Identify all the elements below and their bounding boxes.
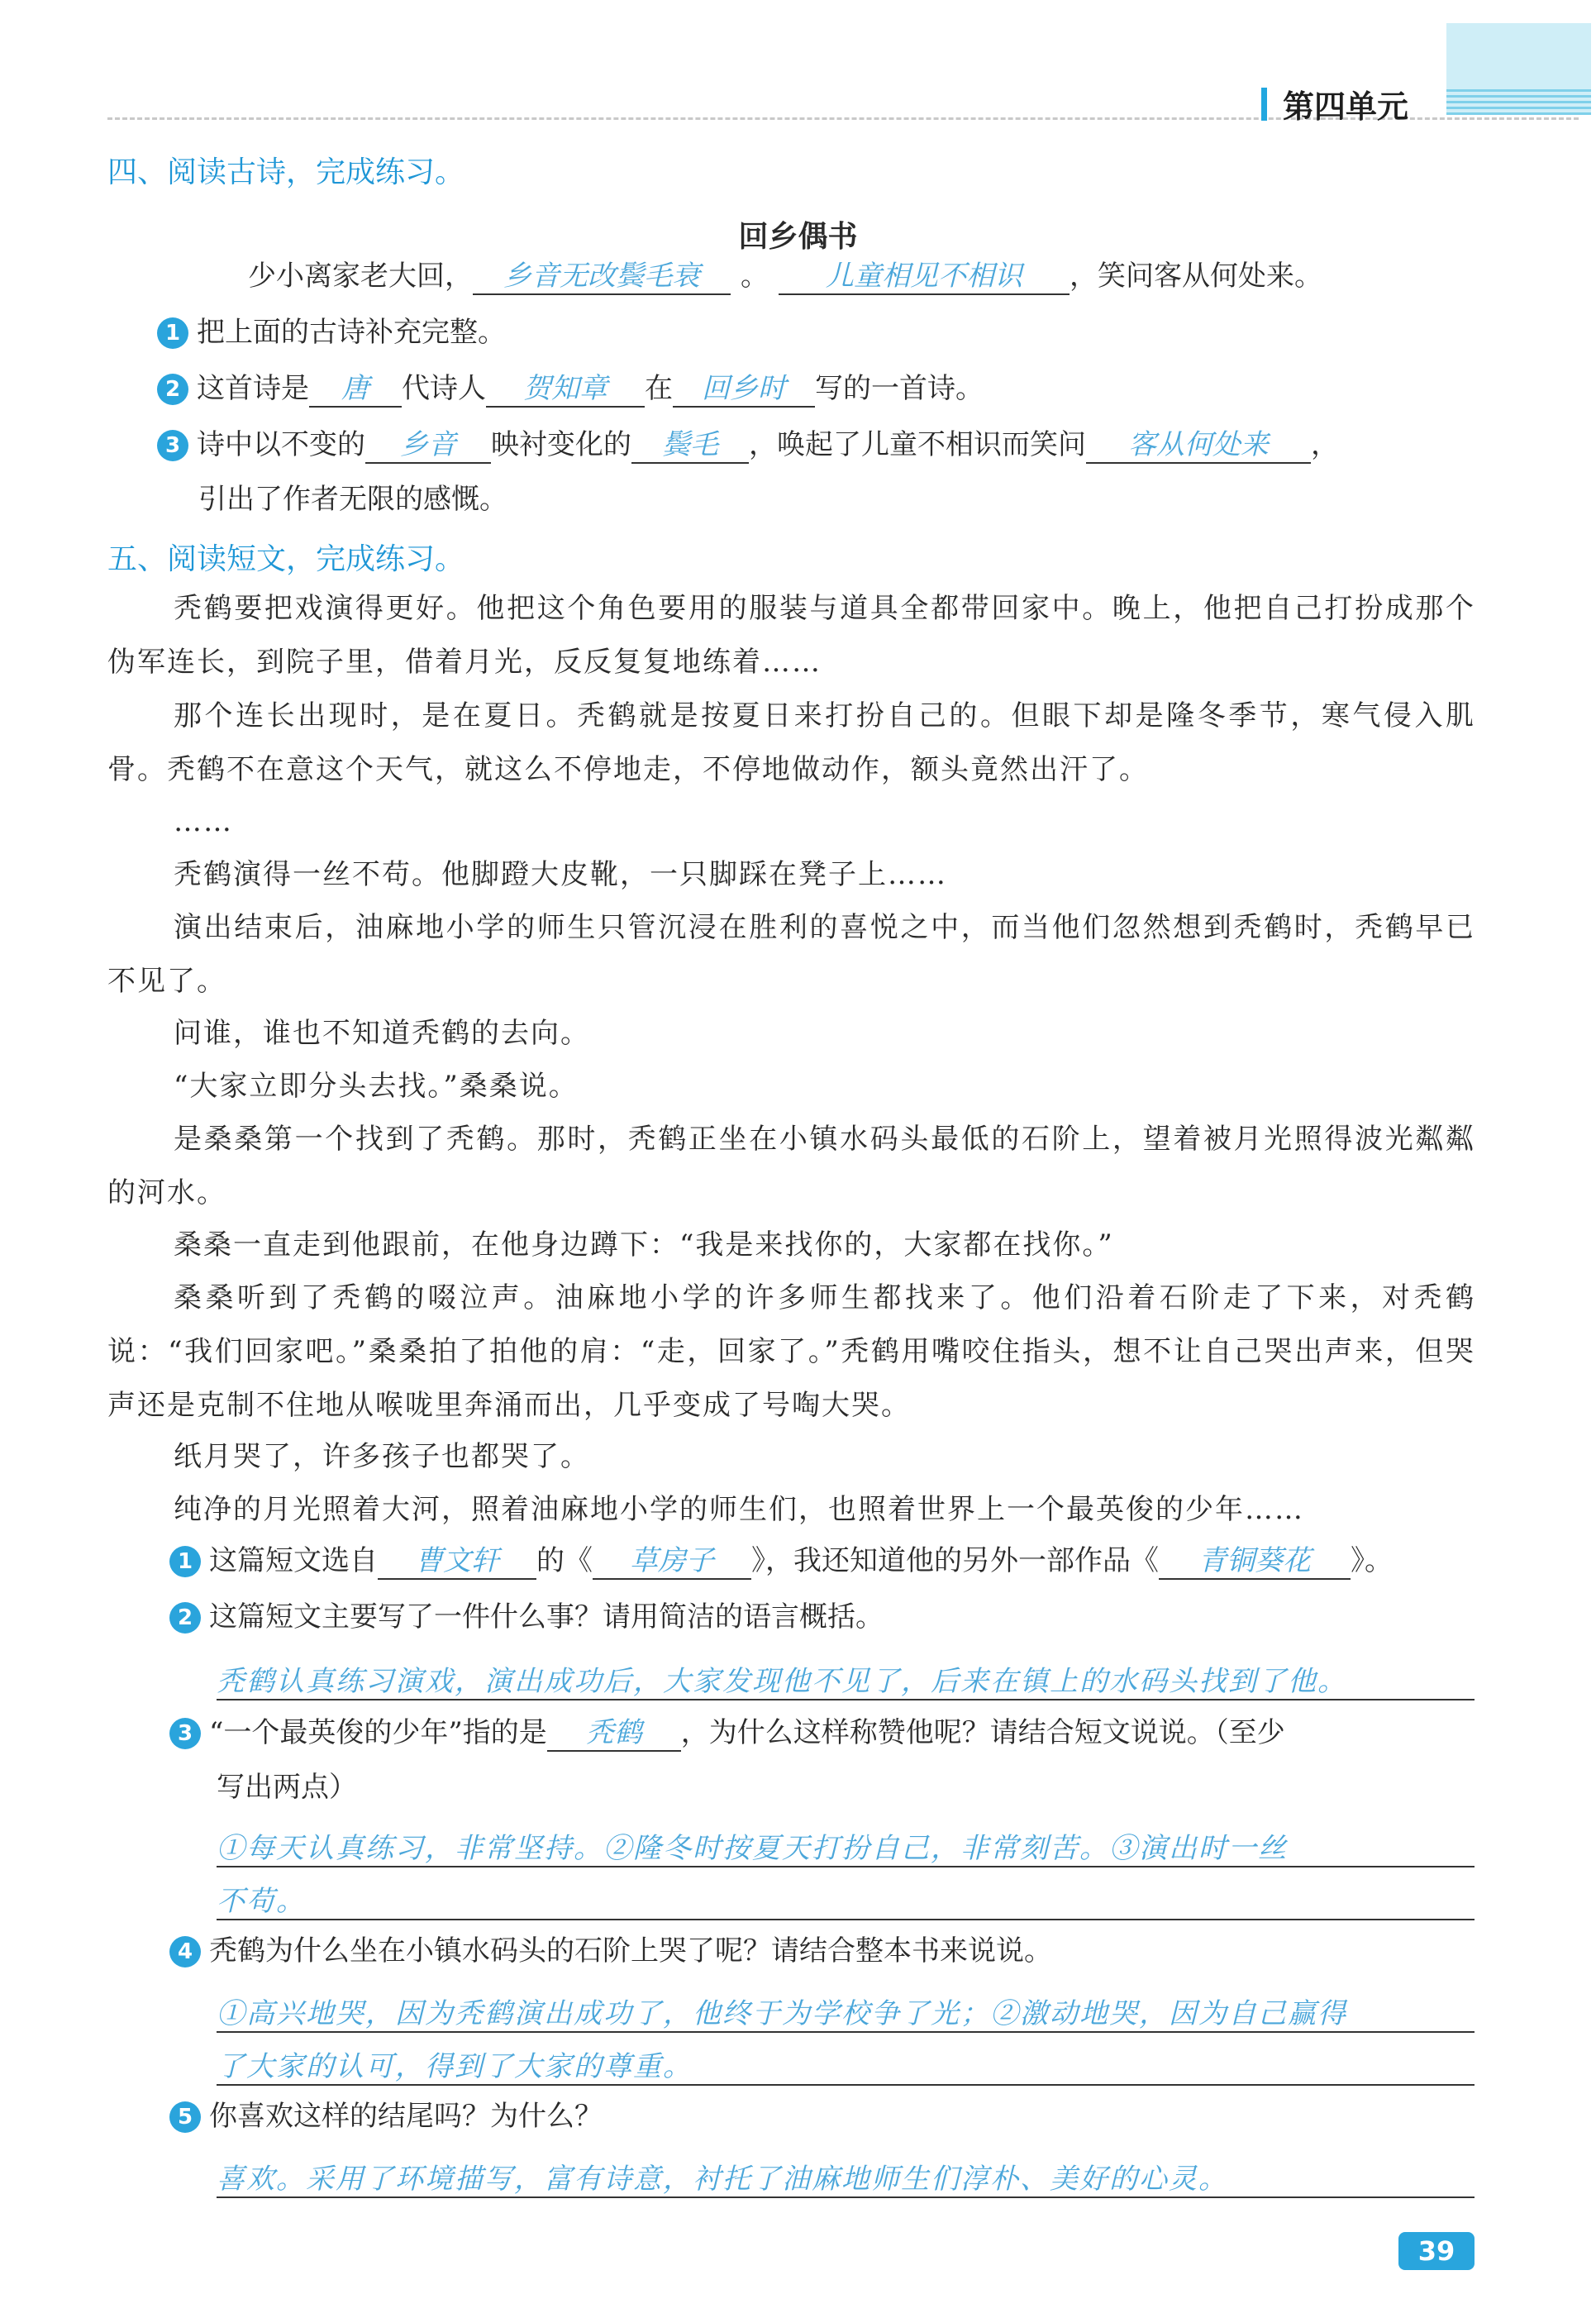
s5-question-2 bbox=[169, 1600, 884, 1634]
passage-paragraph: 桑桑一直走到他跟前，在他身边蹲下：“我是来找你的，大家都在找你。” bbox=[174, 1228, 1114, 1262]
passage-paragraph: 演出结束后，油麻地小学的师生只管沉浸在胜利的喜悦之中，而当他们忽然想到秃鹤时，秃鹤早已不见了。 bbox=[107, 911, 1475, 998]
question-number: 2 bbox=[169, 1602, 201, 1634]
poem-blank-2: 儿童相见不相识 bbox=[779, 260, 1070, 295]
answer-line: 喜欢。采用了环境描写，富有诗意，衬托了油麻地师生们淳朴、美好的心灵。 bbox=[217, 2156, 1475, 2198]
question-number: 2 bbox=[157, 374, 188, 405]
s5-question-4 bbox=[169, 1934, 1052, 1968]
question-number: 4 bbox=[169, 1936, 201, 1968]
question-text: 这首诗是 bbox=[197, 372, 309, 405]
question-text: 的《 bbox=[536, 1544, 593, 1577]
question-text: 代诗人 bbox=[402, 372, 486, 405]
question-number: 5 bbox=[169, 2101, 201, 2133]
question-text: 在 bbox=[645, 372, 673, 405]
answer-line: 秃鹤认真练习演戏，演出成功后，大家发现他不见了，后来在镇上的水码头找到了他。 bbox=[217, 1658, 1475, 1700]
question-text: 》。 bbox=[1351, 1544, 1393, 1577]
poem-blank-1: 乡音无改鬓毛衰 bbox=[473, 260, 731, 295]
question-text: 这篇短文主要写了一件什么事？请用简洁的语言概括。 bbox=[209, 1600, 884, 1634]
answer-blank: 乡音 bbox=[365, 428, 491, 464]
passage-paragraph: “大家立即分头去找。”桑桑说。 bbox=[174, 1070, 579, 1103]
header-accent-bar bbox=[1261, 88, 1267, 121]
passage-paragraph: 秃鹤演得一丝不苟。他脚蹬大皮靴，一只脚踩在凳子上…… bbox=[174, 858, 947, 891]
passage-paragraph: 问谁，谁也不知道秃鹤的去向。 bbox=[174, 1017, 590, 1050]
question-text: 》，我还知道他的另外一部作品《 bbox=[751, 1544, 1159, 1577]
passage-paragraph: 秃鹤要把戏演得更好。他把这个角色要用的服装与道具全都带回家中。晚上，他把自己打扮成那个伪军连长，到院子里，借着月光，反反复复地练着…… bbox=[107, 592, 1475, 679]
poem-text: 少小离家老大回， bbox=[248, 260, 473, 293]
poem-line bbox=[248, 260, 1322, 295]
s5-question-1 bbox=[169, 1544, 1393, 1580]
question-text: 诗中以不变的 bbox=[197, 428, 365, 461]
question-text: “一个最英俊的少年”指的是 bbox=[209, 1716, 547, 1749]
question-number: 1 bbox=[157, 317, 188, 349]
section-4-heading: 四、阅读古诗，完成练习。 bbox=[107, 155, 465, 189]
question-text: ，唤起了儿童不相识而笑问 bbox=[749, 428, 1086, 461]
question-text: 你喜欢这样的结尾吗？为什么？ bbox=[209, 2100, 603, 2133]
poem-title: 回乡偶书 bbox=[738, 220, 858, 254]
s5-question-3-cont: 写出两点） bbox=[217, 1771, 357, 1804]
passage-paragraph: 那个连长出现时，是在夏日。秃鹤就是按夏日来打扮自己的。但眼下却是隆冬季节，寒气侵入肌骨。秃鹤不在意这个天气，就这么不停地走，不停地做动作，额头竟然出汗了。 bbox=[107, 699, 1475, 786]
answer-blank: 草房子 bbox=[593, 1544, 751, 1580]
answer-blank: 秃鹤 bbox=[547, 1716, 681, 1752]
s4-question-1 bbox=[157, 316, 506, 350]
answer-line: ①每天认真练习，非常坚持。②隆冬时按夏天打扮自己，非常刻苦。③演出时一丝 bbox=[217, 1825, 1475, 1867]
question-text: 写的一首诗。 bbox=[815, 372, 984, 405]
question-text: 这篇短文选自 bbox=[209, 1544, 378, 1577]
s4-question-3-cont: 引出了作者无限的感慨。 bbox=[198, 483, 507, 516]
question-number: 1 bbox=[169, 1546, 201, 1577]
s4-question-3 bbox=[157, 428, 1339, 464]
question-number: 3 bbox=[169, 1718, 201, 1749]
poem-text: 。 bbox=[741, 260, 769, 293]
answer-blank: 客从何处来 bbox=[1086, 428, 1311, 464]
passage-paragraph: 纯净的月光照着大河，照着油麻地小学的师生们，也照着世界上一个最英俊的少年…… bbox=[174, 1493, 1304, 1526]
question-text: ，为什么这样称赞他呢？请结合短文说说。（至少 bbox=[680, 1716, 1285, 1749]
s5-question-3 bbox=[169, 1716, 1285, 1752]
section-5-heading: 五、阅读短文，完成练习。 bbox=[107, 542, 465, 576]
passage-paragraph: 是桑桑第一个找到了秃鹤。那时，秃鹤正坐在小镇水码头最低的石阶上，望着被月光照得波光粼粼的河水。 bbox=[107, 1123, 1475, 1209]
question-number: 3 bbox=[157, 430, 188, 461]
answer-blank: 回乡时 bbox=[673, 372, 815, 408]
unit-title: 第四单元 bbox=[1283, 88, 1409, 125]
question-text: 秃鹤为什么坐在小镇水码头的石阶上哭了呢？请结合整本书来说说。 bbox=[209, 1934, 1052, 1968]
question-text: ， bbox=[1311, 428, 1339, 461]
answer-line: 了大家的认可，得到了大家的尊重。 bbox=[217, 2044, 1475, 2086]
answer-blank: 贺知章 bbox=[486, 372, 645, 408]
answer-line: ①高兴地哭，因为秃鹤演出成功了，他终于为学校争了光；②激动地哭，因为自己赢得 bbox=[217, 1991, 1475, 2033]
s5-question-5 bbox=[169, 2100, 603, 2134]
answer-blank: 曹文轩 bbox=[378, 1544, 536, 1580]
header-stripes bbox=[1446, 89, 1591, 117]
s4-question-2 bbox=[157, 372, 984, 408]
answer-blank: 鬓毛 bbox=[631, 428, 749, 464]
passage-paragraph: …… bbox=[174, 805, 233, 838]
passage-paragraph: 桑桑听到了秃鹤的啜泣声。油麻地小学的许多师生都找来了。他们沿着石阶走了下来，对秃鹤说：“我们回家吧。”桑桑拍了拍他的肩：“走，回家了。”秃鹤用嘴咬住指头，想不让自己哭出声来，但哭声还是克制不住地从喉咙里奔涌而出，几乎变成了号啕大哭。 bbox=[107, 1281, 1475, 1422]
passage-paragraph: 纸月哭了，许多孩子也都哭了。 bbox=[174, 1440, 590, 1473]
page-number: 39 bbox=[1398, 2232, 1475, 2270]
answer-line: 不苟。 bbox=[217, 1878, 1475, 1920]
question-text: 映衬变化的 bbox=[491, 428, 631, 461]
answer-blank: 青铜葵花 bbox=[1159, 1544, 1351, 1580]
answer-blank: 唐 bbox=[309, 372, 402, 408]
poem-text: ，笑问客从何处来。 bbox=[1070, 260, 1322, 293]
question-text: 把上面的古诗补充完整。 bbox=[197, 316, 506, 349]
